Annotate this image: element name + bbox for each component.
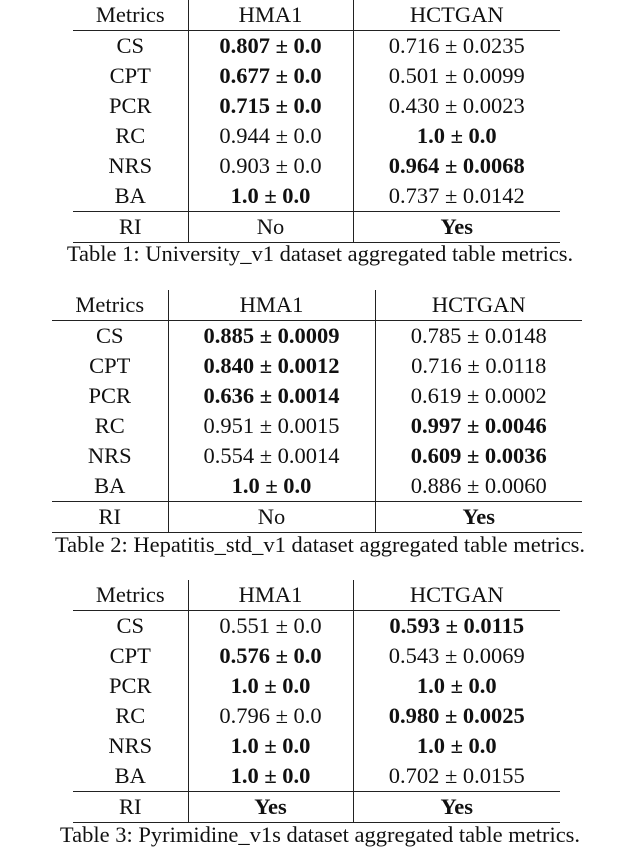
hma1-cell: 0.951 ± 0.0015 [168,411,375,441]
table-row [52,411,582,441]
table-university [73,0,560,243]
hma1-cell: 0.715 ± 0.0 [188,91,353,121]
metric-cell: CPT [73,61,188,91]
hma1-cell: No [188,212,353,243]
metric-cell: NRS [73,731,188,761]
table-row [52,351,582,381]
hma1-cell: No [168,502,375,533]
hctgan-cell: 0.702 ± 0.0155 [388,763,525,788]
hma1-cell: 0.840 ± 0.0012 [168,351,375,381]
metric-cell: PCR [73,671,188,701]
hma1-cell: 0.944 ± 0.0 [188,121,353,151]
hma1-cell: 0.903 ± 0.0 [188,151,353,181]
metric-cell: RI [52,502,168,533]
header-metrics: Metrics [73,580,188,611]
hctgan-cell: 0.609 ± 0.0036 [410,443,547,468]
hctgan-cell: 0.716 ± 0.0118 [411,353,547,378]
hctgan-cell: Yes [440,794,473,819]
metric-cell: NRS [73,151,188,181]
header-hctgan: HCTGAN [431,292,526,317]
table-row [73,31,560,62]
table-hepatitis [52,290,582,533]
table-row [73,151,560,181]
header-hctgan: HCTGAN [409,2,504,27]
hma1-cell: 0.677 ± 0.0 [188,61,353,91]
metric-cell: PCR [73,91,188,121]
metric-cell: CPT [73,641,188,671]
hctgan-cell: 0.501 ± 0.0099 [388,63,525,88]
hma1-cell: 1.0 ± 0.0 [188,731,353,761]
hctgan-cell: 0.430 ± 0.0023 [388,93,525,118]
metric-cell: RC [73,701,188,731]
header-row [73,580,560,611]
ri-row [73,212,560,243]
hctgan-cell: Yes [440,214,473,239]
table-pyrimidine [73,580,560,823]
header-hma1: HMA1 [188,580,353,611]
hctgan-cell: 0.543 ± 0.0069 [388,643,525,668]
hma1-cell: Yes [188,792,353,823]
header-row [52,290,582,321]
hctgan-cell: Yes [462,504,495,529]
ri-row [73,792,560,823]
table-row [73,611,560,642]
table-row [73,671,560,701]
metric-cell: CS [73,611,188,642]
hctgan-cell: 1.0 ± 0.0 [416,673,497,698]
hctgan-cell: 1.0 ± 0.0 [416,123,497,148]
table-row [52,471,582,502]
header-metrics: Metrics [52,290,168,321]
metric-cell: RC [52,411,168,441]
table-caption: Table 3: Pyrimidine_v1s dataset aggregated table metrics. [59,822,581,847]
table-caption: Table 2: Hepatitis_std_v1 dataset aggregated table metrics. [54,532,586,557]
hctgan-cell: 0.716 ± 0.0235 [388,33,525,58]
table-row [73,731,560,761]
hma1-cell: 0.554 ± 0.0014 [168,441,375,471]
hma1-cell: 0.807 ± 0.0 [188,31,353,62]
table-row [73,121,560,151]
header-hma1: HMA1 [168,290,375,321]
table-row [73,61,560,91]
metric-cell: PCR [52,381,168,411]
hctgan-cell: 0.964 ± 0.0068 [388,153,525,178]
hctgan-cell: 0.619 ± 0.0002 [410,383,547,408]
ri-row [52,502,582,533]
metric-cell: BA [52,471,168,502]
metric-cell: NRS [52,441,168,471]
metric-cell: CS [52,321,168,352]
header-hma1: HMA1 [188,0,353,31]
hctgan-cell: 0.886 ± 0.0060 [410,473,547,498]
table-caption: Table 1: University_v1 dataset aggregated table metrics. [66,241,574,266]
hma1-cell: 0.796 ± 0.0 [188,701,353,731]
hctgan-cell: 0.593 ± 0.0115 [389,613,525,638]
table-row [52,441,582,471]
metric-cell: RI [73,792,188,823]
hma1-cell: 1.0 ± 0.0 [188,671,353,701]
table-row [73,91,560,121]
metric-cell: BA [73,761,188,792]
hctgan-cell: 0.997 ± 0.0046 [410,413,547,438]
hctgan-cell: 0.980 ± 0.0025 [388,703,525,728]
hctgan-cell: 0.785 ± 0.0148 [410,323,547,348]
hma1-cell: 1.0 ± 0.0 [188,181,353,212]
hma1-cell: 0.885 ± 0.0009 [168,321,375,352]
header-hctgan: HCTGAN [409,582,504,607]
metric-cell: CPT [52,351,168,381]
table-row [73,181,560,212]
header-metrics: Metrics [73,0,188,31]
table-row [73,701,560,731]
table-row [73,641,560,671]
metric-cell: BA [73,181,188,212]
hma1-cell: 0.636 ± 0.0014 [168,381,375,411]
hma1-cell: 1.0 ± 0.0 [188,761,353,792]
hma1-cell: 0.551 ± 0.0 [188,611,353,642]
table-row [52,321,582,352]
hctgan-cell: 0.737 ± 0.0142 [388,183,525,208]
table-row [73,761,560,792]
metric-cell: CS [73,31,188,62]
metric-cell: RC [73,121,188,151]
hma1-cell: 1.0 ± 0.0 [168,471,375,502]
hma1-cell: 0.576 ± 0.0 [188,641,353,671]
hctgan-cell: 1.0 ± 0.0 [416,733,497,758]
metric-cell: RI [73,212,188,243]
header-row [73,0,560,31]
table-row [52,381,582,411]
